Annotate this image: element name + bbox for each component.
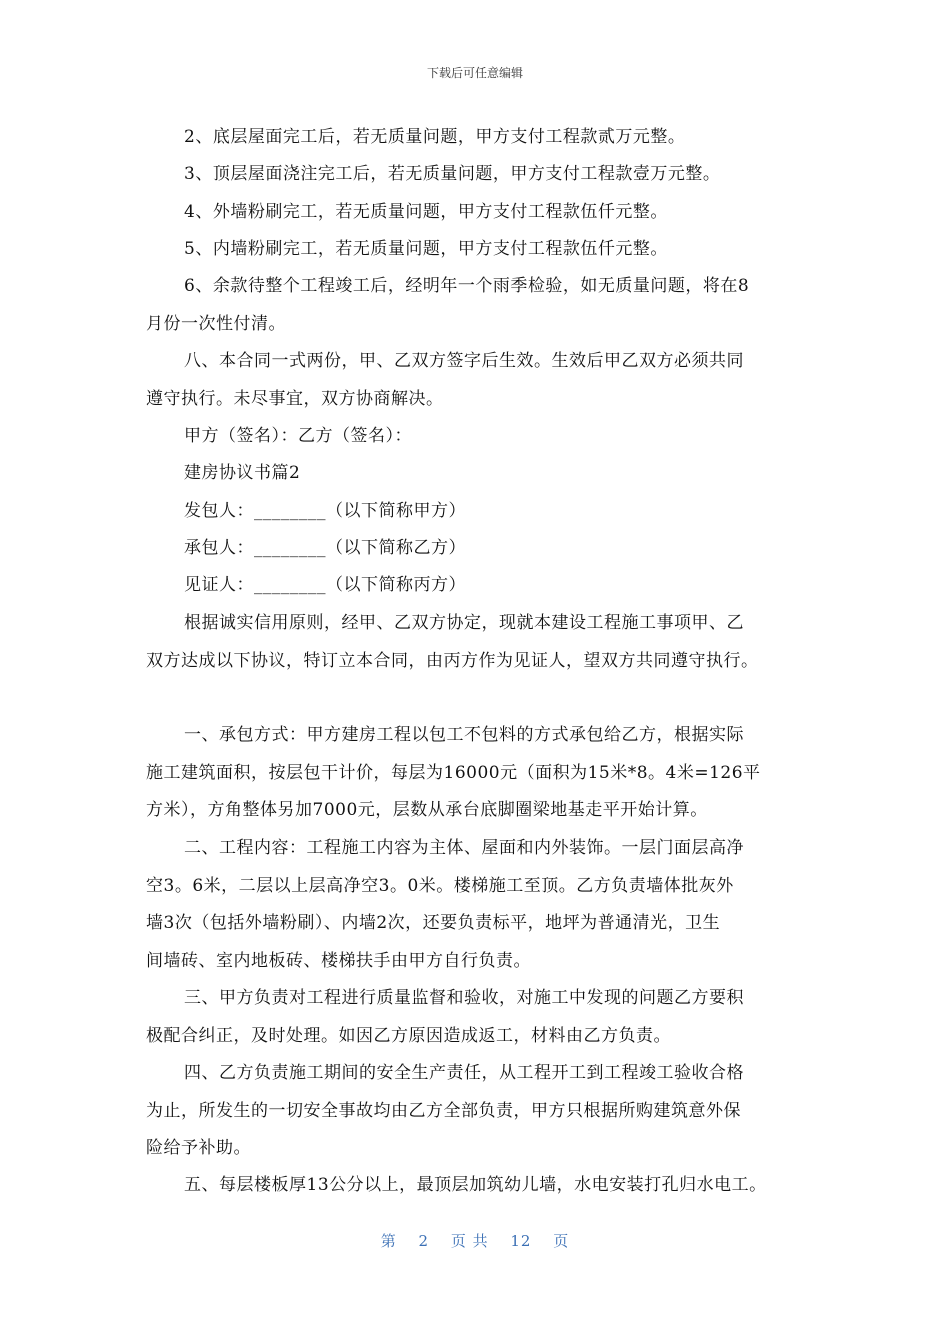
paragraph-line: 墙3次（包括外墙粉刷）、内墙2次，还要负责标平，地坪为普通清光，卫生: [146, 913, 721, 933]
paragraph-line: 空3。6米，二层以上层高净空3。0米。楼梯施工至顶。乙方负责墙体批灰外: [146, 875, 734, 896]
paragraph-line: 遵守执行。未尽事宜，双方协商解决。: [146, 388, 444, 409]
paragraph-first-line: 五、每层楼板厚13公分以上，最顶层加筑幼儿墙，水电安装打孔归水电工。: [184, 1175, 767, 1195]
paragraph-first-line: 3、顶层屋面浇注完工后，若无质量问题，甲方支付工程款壹万元整。: [184, 164, 721, 184]
paragraph-line: 施工建筑面积，按层包干计价，每层为16000元（面积为15米*8。4米=126平: [146, 762, 761, 783]
paragraph-first-line: 一、承包方式：甲方建房工程以包工不包料的方式承包给乙方，根据实际: [184, 725, 744, 745]
footer-total-pages: 12: [510, 1232, 532, 1250]
paragraph-line: 极配合纠正，及时处理。如因乙方原因造成返工，材料由乙方负责。: [146, 1025, 671, 1046]
paragraph-first-line: 建房协议书篇2: [184, 463, 301, 483]
paragraph-first-line: 甲方（签名）：乙方（签名）：: [184, 426, 412, 446]
paragraph-line: 月份一次性付清。: [146, 313, 286, 334]
paragraph-first-line: 发包人：________（以下简称甲方）: [184, 501, 466, 521]
paragraph-first-line: 4、外墙粉刷完工，若无质量问题，甲方支付工程款伍仟元整。: [184, 202, 668, 222]
paragraph-first-line: 5、内墙粉刷完工，若无质量问题，甲方支付工程款伍仟元整。: [184, 239, 668, 259]
paragraph-first-line: 2、底层屋面完工后，若无质量问题，甲方支付工程款贰万元整。: [184, 127, 686, 147]
paragraph-line: 险给予补助。: [146, 1138, 251, 1158]
footer-suffix: 页: [553, 1232, 570, 1250]
paragraph-first-line: 6、余款待整个工程竣工后，经明年一个雨季检验，如无质量问题，将在8: [184, 276, 750, 296]
paragraph-line: 双方达成以下协议，特订立本合同，由丙方作为见证人，望双方共同遵守执行。: [146, 650, 759, 671]
paragraph-first-line: 承包人：________（以下简称乙方）: [184, 538, 466, 558]
paragraph-first-line: 八、本合同一式两份，甲、乙双方签字后生效。生效后甲乙双方必须共同: [184, 351, 744, 371]
page-header: 下载后可任意编辑: [426, 66, 523, 80]
paragraph-first-line: 四、乙方负责施工期间的安全生产责任，从工程开工到工程竣工验收合格: [184, 1063, 744, 1083]
paragraph-first-line: 根据诚实信用原则，经甲、乙双方协定，现就本建设工程施工事项甲、乙: [184, 613, 744, 633]
paragraph-first-line: 见证人：________（以下简称丙方）: [184, 575, 466, 595]
footer-prefix: 第: [380, 1232, 397, 1250]
footer-mid: 页 共: [450, 1232, 489, 1250]
paragraph-first-line: 二、工程内容：工程施工内容为主体、屋面和内外装饰。一层门面层高净: [184, 838, 744, 858]
paragraph-line: 方米），方角整体另加7000元，层数从承台底脚圈梁地基走平开始计算。: [146, 800, 708, 820]
page-footer: [0, 1230, 950, 1251]
footer-page-number: 2: [418, 1232, 430, 1250]
paragraph-line: 为止，所发生的一切安全事故均由乙方全部负责，甲方只根据所购建筑意外保: [146, 1100, 741, 1121]
paragraph-first-line: 三、甲方负责对工程进行质量监督和验收，对施工中发现的问题乙方要积: [184, 988, 744, 1008]
paragraph-line: 间墙砖、室内地板砖、楼梯扶手由甲方自行负责。: [146, 950, 531, 971]
